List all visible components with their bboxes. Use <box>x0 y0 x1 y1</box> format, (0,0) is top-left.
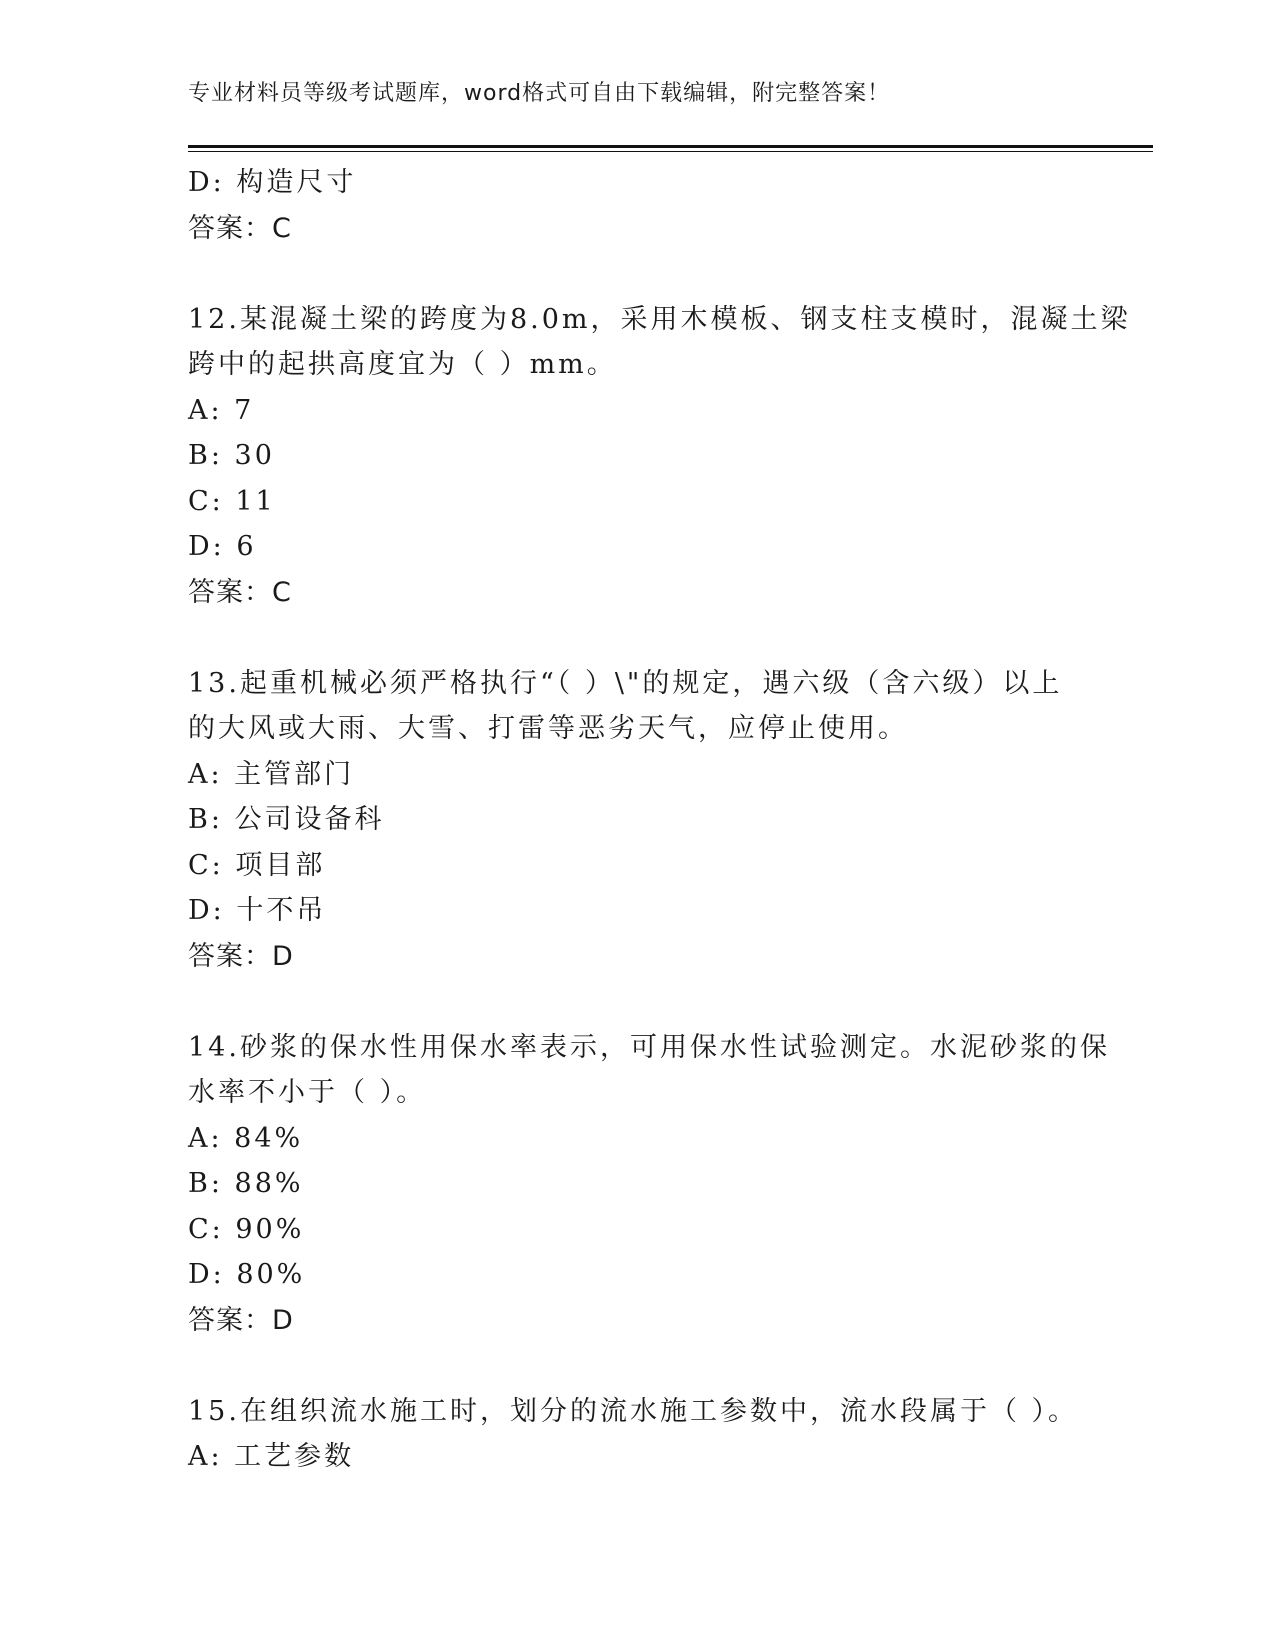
option-b: B: 公司设备科 <box>188 804 385 835</box>
question-text: 12.某混凝土梁的跨度为8.0m，采用木模板、钢支柱支模时，混凝土梁 <box>188 303 1131 335</box>
question-text: 14.砂浆的保水性用保水率表示，可用保水性试验测定。水泥砂浆的保 <box>188 1031 1110 1063</box>
page-header: 专业材料员等级考试题库，word格式可自由下载编辑，附完整答案！ <box>188 81 891 106</box>
option-d: D: 十不吊 <box>188 895 327 926</box>
question-12 <box>188 297 1131 616</box>
question-list <box>188 160 1131 1480</box>
option-a: A: 工艺参数 <box>188 1441 355 1472</box>
answer: 答案：D <box>188 940 294 972</box>
question-text: 15.在组织流水施工时，划分的流水施工参数中，流水段属于（ ）。 <box>188 1395 1079 1427</box>
option-a: A: 84% <box>188 1122 304 1154</box>
answer: 答案：D <box>188 1304 294 1336</box>
option-d: D: 80% <box>188 1259 306 1290</box>
question-text: 13.起重机械必须严格执行“（ ）\"的规定，遇六级（含六级）以上 <box>188 667 1063 699</box>
option-c: C: 项目部 <box>188 849 326 881</box>
question-15 <box>188 1389 1088 1480</box>
answer: 答案：C <box>188 212 292 244</box>
option-d: D: 构造尺寸 <box>188 167 357 198</box>
header-rule-thin <box>188 151 1153 152</box>
option-d: D: 6 <box>188 531 257 562</box>
question-13 <box>188 661 1088 980</box>
option-b: B: 30 <box>188 440 275 471</box>
answer: 答案：C <box>188 576 292 608</box>
question-text: 水率不小于（ ）。 <box>188 1077 427 1108</box>
option-c: C: 90% <box>188 1213 305 1245</box>
question-text: 跨中的起拱高度宜为（ ）mm。 <box>188 349 617 380</box>
option-c: C: 11 <box>188 485 276 517</box>
header-rule-thick <box>188 145 1153 148</box>
option-a: A: 主管部门 <box>188 758 355 790</box>
question-14 <box>188 1025 1110 1344</box>
question-text: 的大风或大雨、大雪、打雷等恶劣天气，应停止使用。 <box>188 713 908 744</box>
option-b: B: 88% <box>188 1168 304 1199</box>
option-a: A: 7 <box>188 394 255 426</box>
